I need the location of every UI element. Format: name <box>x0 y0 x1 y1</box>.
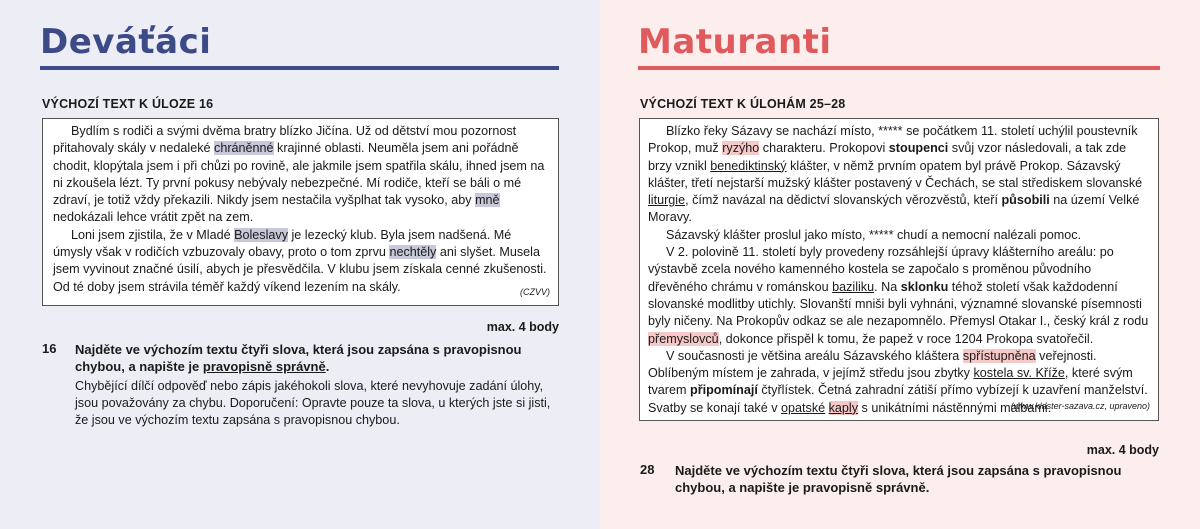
text-segment: ani slyšet. Musela jsem vyvinout značné úsilí, abych je přesvědčila. V klubu jsem získala cenné zkušenosti. Od té doby jsem strávila téměř každý víkend lezením na skály. <box>53 245 547 294</box>
text-segment: Loni jsem zjistila, že v Mladé <box>71 227 235 242</box>
underlined-word: baziliku <box>832 279 875 294</box>
text-segment: . Na <box>874 279 901 294</box>
right-max-points: max. 4 body <box>1086 443 1159 457</box>
text-segment: . <box>325 359 330 374</box>
text-segment: Blízko řeky Sázavy se nachází místo, ***** se počátkem 11. století uchýlil poustevník Prokop, muž <box>648 124 1138 156</box>
text-segment: svůj vzor následovali, a tak zde brzy vznikl <box>648 141 1127 173</box>
text-segment: téhož století však každodenní slovanské modlitby utichly. Slovanští mniši byli vyhnáni, významné slovanské písemnosti byly ničeny. Na Prokopův odkaz se ale nezapomnělo. Přemysl Otakar I., český král z rodu <box>648 279 1149 329</box>
text-segment: čtyřlístek. Četná zahradní zátiší přímo vybízejí k uzavření manželství. Svatby se konají také v <box>648 383 1148 415</box>
right-heading: Maturanti <box>638 22 832 62</box>
right-paragraph-1 <box>648 123 1150 227</box>
underlined-phrase: pravopisně správně <box>202 359 326 374</box>
bold-word: připomínají <box>690 383 758 398</box>
text-segment: klášter, v němž prvním opatem byl právě Prokop. Sázavský klášter, třetí nejstarší mužský klášter postavený v Čechách, se stal střediskem slovanské <box>648 158 1143 190</box>
highlighted-word: nechtěly <box>389 245 437 260</box>
left-task-title: VÝCHOZÍ TEXT K ÚLOZE 16 <box>42 97 214 111</box>
text-segment: , dokonce přispěl k tomu, že papež v roce 1204 Prokopa svatořečil. <box>718 331 1094 346</box>
highlighted-word: mně <box>475 193 500 208</box>
text-segment: je lezecký klub. Byla jsem nadšená. Mé úmysly však v rodičích vzbuzovaly obavy, proto o tom zprvu <box>53 227 512 260</box>
right-paragraph-3 <box>648 244 1150 348</box>
text-segment: , které svým tvarem <box>648 366 1133 398</box>
highlighted-word: Boleslavy <box>234 227 288 242</box>
text-segment: veřejnosti. Oblíbeným místem je zahrada, v jejímž středu jsou zbytky <box>648 348 1097 381</box>
bold-word: stoupenci <box>888 141 949 156</box>
left-question-number: 16 <box>42 341 57 356</box>
right-question-text: Najděte ve výchozím textu čtyři slova, která jsou zapsána s pravopisnou chybou, a napište je pravopisně správně. <box>675 463 1122 495</box>
left-heading: Deváťáci <box>40 22 212 62</box>
text-segment: , čímž navázal na dědictví slovanských věrozvěstů, kteří <box>685 193 1002 208</box>
text-segment: nedokázali lehce vrátit zpět na zem. <box>53 210 254 225</box>
left-heading-rule <box>40 66 559 70</box>
left-paragraph-1 <box>53 123 550 227</box>
right-source-citation: (www.klaster-sazava.cz, upraveno) <box>1010 400 1150 411</box>
right-heading-rule <box>638 66 1160 70</box>
highlighted-word: spřístupněna <box>962 348 1036 363</box>
text-segment: krajinné oblasti. Neuměla jsem ani pořádně chodit, klopýtala jsem i při chůzi po rovině, ale jakmile jsem spatřila skálu, ihned jsem na ni zkoušela lézt. Ty první pokusy nebývaly nebezpečné. Mí rodiče, kteří se báli o mé zdraví, je totiž vždy překazili. Nikdy jsem nestačila vyšplhat tak vysoko, aby <box>53 141 545 208</box>
left-source-text-box <box>42 118 559 306</box>
underlined-word: kostela sv. Kříže <box>973 366 1065 381</box>
highlighted-word: kaply <box>828 400 859 415</box>
left-source-citation: (CZVV) <box>520 286 550 297</box>
bold-word: sklonku <box>900 279 949 294</box>
text-segment: charakteru. Prokopovi <box>759 141 889 156</box>
highlighted-word: chráněnné <box>214 141 274 156</box>
right-paragraph-2: Sázavský klášter proslul jako místo, ***** chudí a nemocní nalézali pomoc. <box>666 227 1082 242</box>
right-task-title: VÝCHOZÍ TEXT K ÚLOHÁM 25–28 <box>640 97 846 111</box>
highlighted-word: přemyslovců <box>648 331 719 346</box>
text-segment: Bydlím s rodiči a svými dvěma bratry blízko Jičína. Už od dětství mou pozornost přitahovaly skály v nedaleké <box>53 124 517 156</box>
highlighted-word: ryzýho <box>722 141 760 156</box>
left-instructions: Chybějící dílčí odpověď nebo zápis jakéhokoli slova, které nevyhovuje zadání úlohy, jsou považovány za chybu. Doporučení: Opravte pouze ta slova, u kterých jste si jisti, že jsou ve výchozím textu zapsána s pravopisnou chybou. <box>75 379 551 427</box>
left-paragraph-2 <box>53 227 550 296</box>
underlined-word: liturgie <box>648 193 686 208</box>
left-question-text <box>75 341 545 375</box>
text-segment: na území Velké Moravy. <box>648 193 1140 225</box>
underlined-word: benediktinský <box>710 158 787 173</box>
text-segment: s unikátními nástěnnými malbami. <box>858 400 1052 415</box>
underlined-word: opatské <box>781 400 826 415</box>
right-source-text-box <box>639 118 1159 421</box>
text-segment: V 2. polovině 11. století byly provedeny rozsáhlejší úpravy klášterního areálu: po výstavbě zcela nového kamenného kostela se započalo s proměnou původního dřevěného chrámu v románskou <box>648 245 1114 294</box>
text-segment: Najděte ve výchozím textu čtyři slova, která jsou zapsána s pravopisnou chybou, a napište je <box>75 342 522 374</box>
text-segment: V současnosti je většina areálu Sázavského kláštera <box>666 348 963 363</box>
right-question-number: 28 <box>640 462 655 477</box>
bold-word: působili <box>1001 193 1050 208</box>
left-max-points: max. 4 body <box>486 320 559 334</box>
